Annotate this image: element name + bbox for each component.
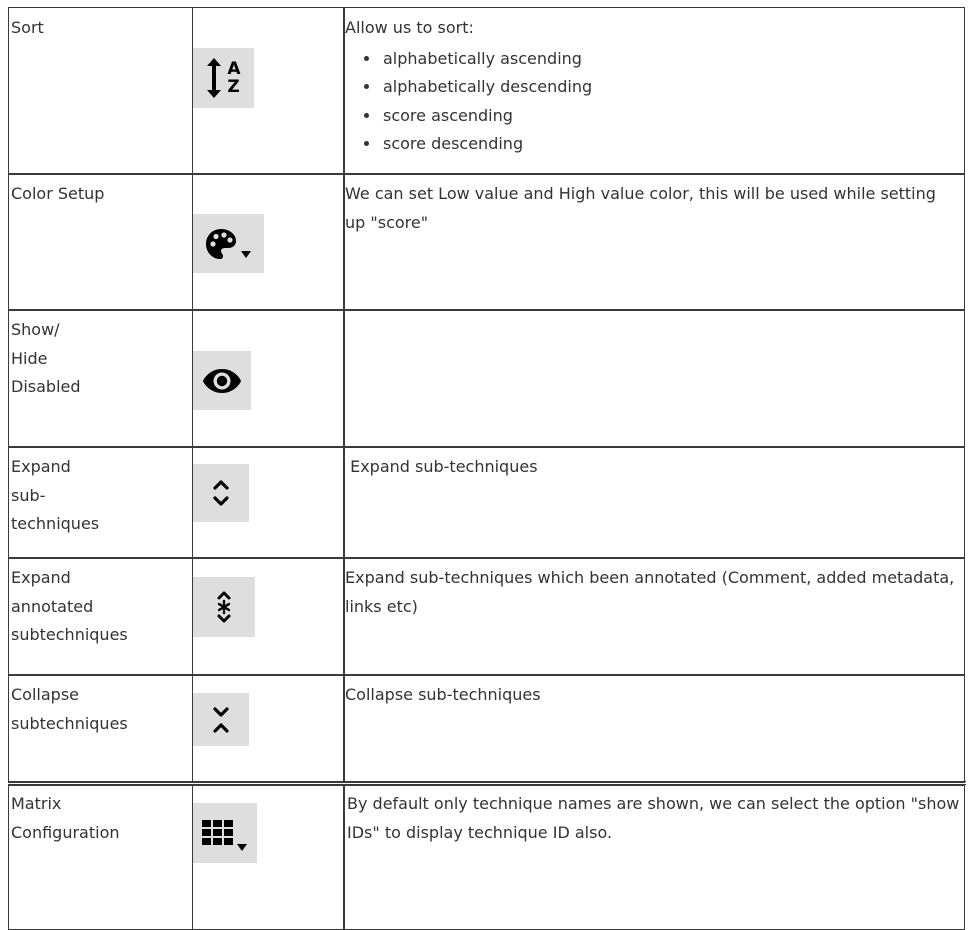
feature-description bbox=[343, 557, 965, 676]
icon-cell bbox=[192, 173, 345, 311]
icon-cell bbox=[192, 557, 345, 676]
collapse-icon bbox=[211, 703, 231, 737]
feature-name-line: Expand bbox=[11, 568, 71, 587]
feature-description bbox=[343, 785, 965, 930]
matrix-configuration-button[interactable] bbox=[193, 803, 257, 863]
sort-letter-a: A bbox=[227, 59, 241, 79]
icon-cell bbox=[192, 674, 345, 783]
feature-name-line: Show/ bbox=[11, 320, 60, 339]
table-row bbox=[8, 781, 966, 928]
table-row bbox=[8, 557, 966, 674]
description-text: Allow us to sort: bbox=[345, 18, 474, 37]
feature-name-line: subtechniques bbox=[11, 625, 128, 644]
feature-name-text: Color Setup bbox=[11, 184, 105, 203]
feature-description bbox=[343, 309, 965, 448]
sort-alpha-icon bbox=[205, 56, 240, 100]
feature-name bbox=[8, 7, 193, 175]
collapse-subtechniques-button[interactable] bbox=[193, 693, 249, 746]
feature-name-line: subtechniques bbox=[11, 713, 128, 733]
feature-name bbox=[8, 674, 193, 783]
table-row bbox=[8, 309, 966, 446]
feature-description bbox=[343, 674, 965, 783]
feature-name bbox=[8, 557, 193, 676]
feature-name-line: Configuration bbox=[11, 822, 120, 842]
expand-subtechniques-button[interactable] bbox=[193, 464, 249, 522]
feature-name-line: Matrix bbox=[11, 794, 62, 813]
expand-icon bbox=[211, 476, 231, 510]
list-item: • score ascending bbox=[381, 102, 960, 131]
table-row bbox=[8, 173, 966, 309]
feature-name-line: techniques bbox=[11, 514, 100, 533]
feature-description bbox=[343, 446, 965, 559]
icon-cell bbox=[192, 7, 345, 175]
sort-letter-z: Z bbox=[227, 77, 240, 97]
description-text: We can set Low value and High value color, this will be used while setting up "score" bbox=[345, 184, 936, 232]
feature-name-text: Sort bbox=[11, 18, 44, 37]
feature-table bbox=[8, 7, 966, 928]
feature-description bbox=[343, 173, 965, 311]
description-text: Collapse sub-techniques bbox=[345, 685, 541, 704]
show-hide-disabled-button[interactable] bbox=[193, 351, 251, 410]
palette-icon bbox=[204, 227, 252, 261]
description-text: Expand sub-techniques bbox=[345, 457, 538, 476]
icon-cell bbox=[192, 446, 345, 559]
description-text: By default only technique names are shown, we can select the option "show IDs" to display technique ID also. bbox=[347, 794, 960, 842]
color-setup-button[interactable] bbox=[193, 214, 264, 273]
feature-name bbox=[8, 446, 193, 559]
description-text: Expand sub-techniques which been annotated (Comment, added metadata, links etc) bbox=[345, 568, 955, 616]
feature-name-line: Collapse bbox=[11, 685, 79, 704]
feature-name bbox=[8, 309, 193, 448]
feature-name-line: annotated bbox=[11, 596, 94, 616]
eye-icon bbox=[202, 367, 242, 395]
table-row bbox=[8, 446, 966, 557]
feature-description bbox=[343, 7, 965, 175]
expand-annotated-button[interactable] bbox=[193, 577, 255, 637]
sort-button[interactable] bbox=[193, 48, 254, 108]
feature-name bbox=[8, 785, 193, 930]
list-item: • alphabetically descending bbox=[381, 73, 960, 102]
expand-annotated-icon bbox=[214, 589, 234, 625]
feature-name-line: Expand bbox=[11, 457, 71, 476]
sort-options-list bbox=[345, 45, 960, 159]
feature-name bbox=[8, 173, 193, 311]
list-item: • alphabetically ascending bbox=[381, 45, 960, 74]
feature-name-line: Hide bbox=[11, 348, 48, 368]
list-item: • score descending bbox=[381, 130, 960, 159]
feature-name-line: sub- bbox=[11, 485, 46, 505]
matrix-config-icon bbox=[202, 820, 248, 846]
icon-cell bbox=[192, 785, 345, 930]
feature-name-line: Disabled bbox=[11, 377, 81, 396]
table-row bbox=[8, 7, 966, 173]
icon-cell bbox=[192, 309, 345, 448]
table-row bbox=[8, 674, 966, 781]
